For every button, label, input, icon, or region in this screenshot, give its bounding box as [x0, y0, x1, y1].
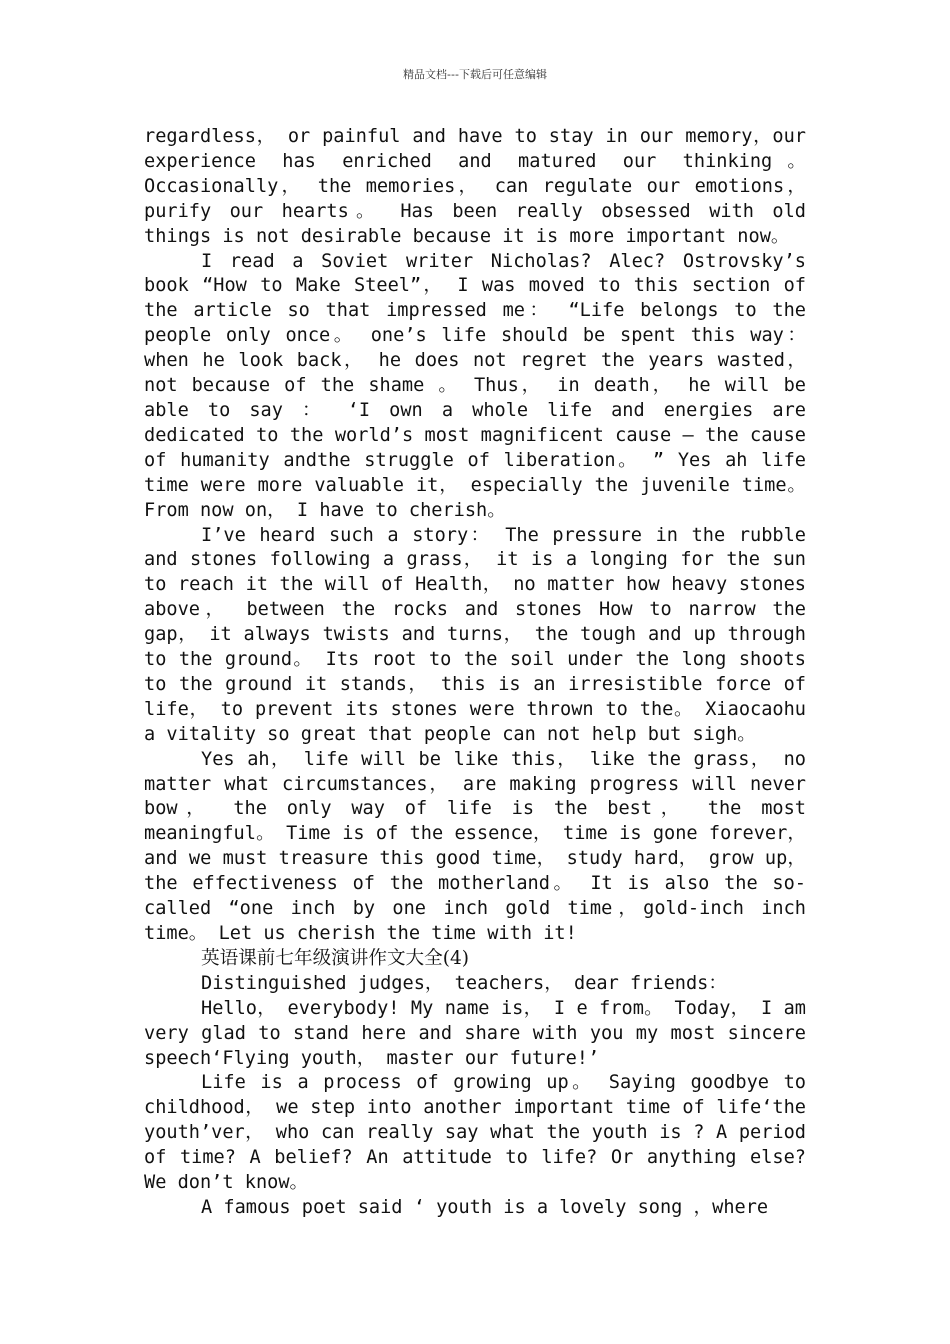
salutation: Distinguished judges， teachers， dear friends：: [201, 972, 727, 994]
page-header: 精品文档---下载后可任意编辑: [403, 68, 547, 81]
paragraph-cherish-time: Yes ah， life will be like this， like the grass， no matter what circumstances， are making progress will never bow， the only way of life is the best， the most meaningful。 Time is of the essence， time is gone forever， and we must treasure this good time， study hard， grow up， the effectiveness of the motherland。 It is also the so-called “one inch by one inch gold time，gold-inch inch time。 Let us cherish the time with it!: [144, 748, 806, 944]
paragraph-grass-story: I’ve heard such a story： The pressure in the rubble and stones following a grass， it is a longing for the sun to reach it the will of Health， no matter how heavy stones above， between the rocks and stones How to narrow the gap， it always twists and turns， the tough and up through to the ground。 Its root to the soil under the long shoots to the ground it stands， this is an irresistible force of life， to prevent its stones were thrown to the。 Xiaocaohu a vitality so great that people can not help but sigh。: [144, 524, 806, 745]
paragraph-poet: A famous poet said ‘ youth is a lovely song ，where: [201, 1196, 769, 1218]
paragraph-memory: regardless， or painful and have to stay in our memory，our experience has enriched and matured our thinking。Occasionally， the memories， can regulate our emotions，purify our hearts。 Has been really obsessed with old things is not desirable because it is more important now。: [144, 126, 806, 247]
paragraph-youth: Life is a process of growing up。 Saying goodbye to childhood， we step into another important time of life‘the youth’ver， who can really say what the youth is ? A period of time? A belief? An attitude to life? Or anything else? We don’t know。: [144, 1072, 806, 1194]
paragraph-ostrovsky: I read a Soviet writer Nicholas? Alec? Ostrovsky’s book “How to Make Steel”， I was moved to this section of the article so that impressed me： “Life belongs to the people only once。 one’s life should be spent this way：when he look back， he does not regret the years wasted，not because of the shame 。 Thus， in death， he will be able to say ： ‘I own a whole life and energies are dedicated to the world’s most magnificent cause – the cause of humanity andthe struggle of liberation。 ” Yes ah life time were more valuable it， especially the juvenile time。 From now on， I have to cherish。: [144, 250, 806, 521]
document-body: [144, 125, 806, 1221]
paragraph-greeting: Hello， everybody! My name is， I e from。 Today， I am very glad to stand here and share with you my most sincere speech‘Flying youth， master our future!’: [144, 997, 806, 1069]
section-heading: 英语课前七年级演讲作文大全(4): [201, 947, 470, 969]
